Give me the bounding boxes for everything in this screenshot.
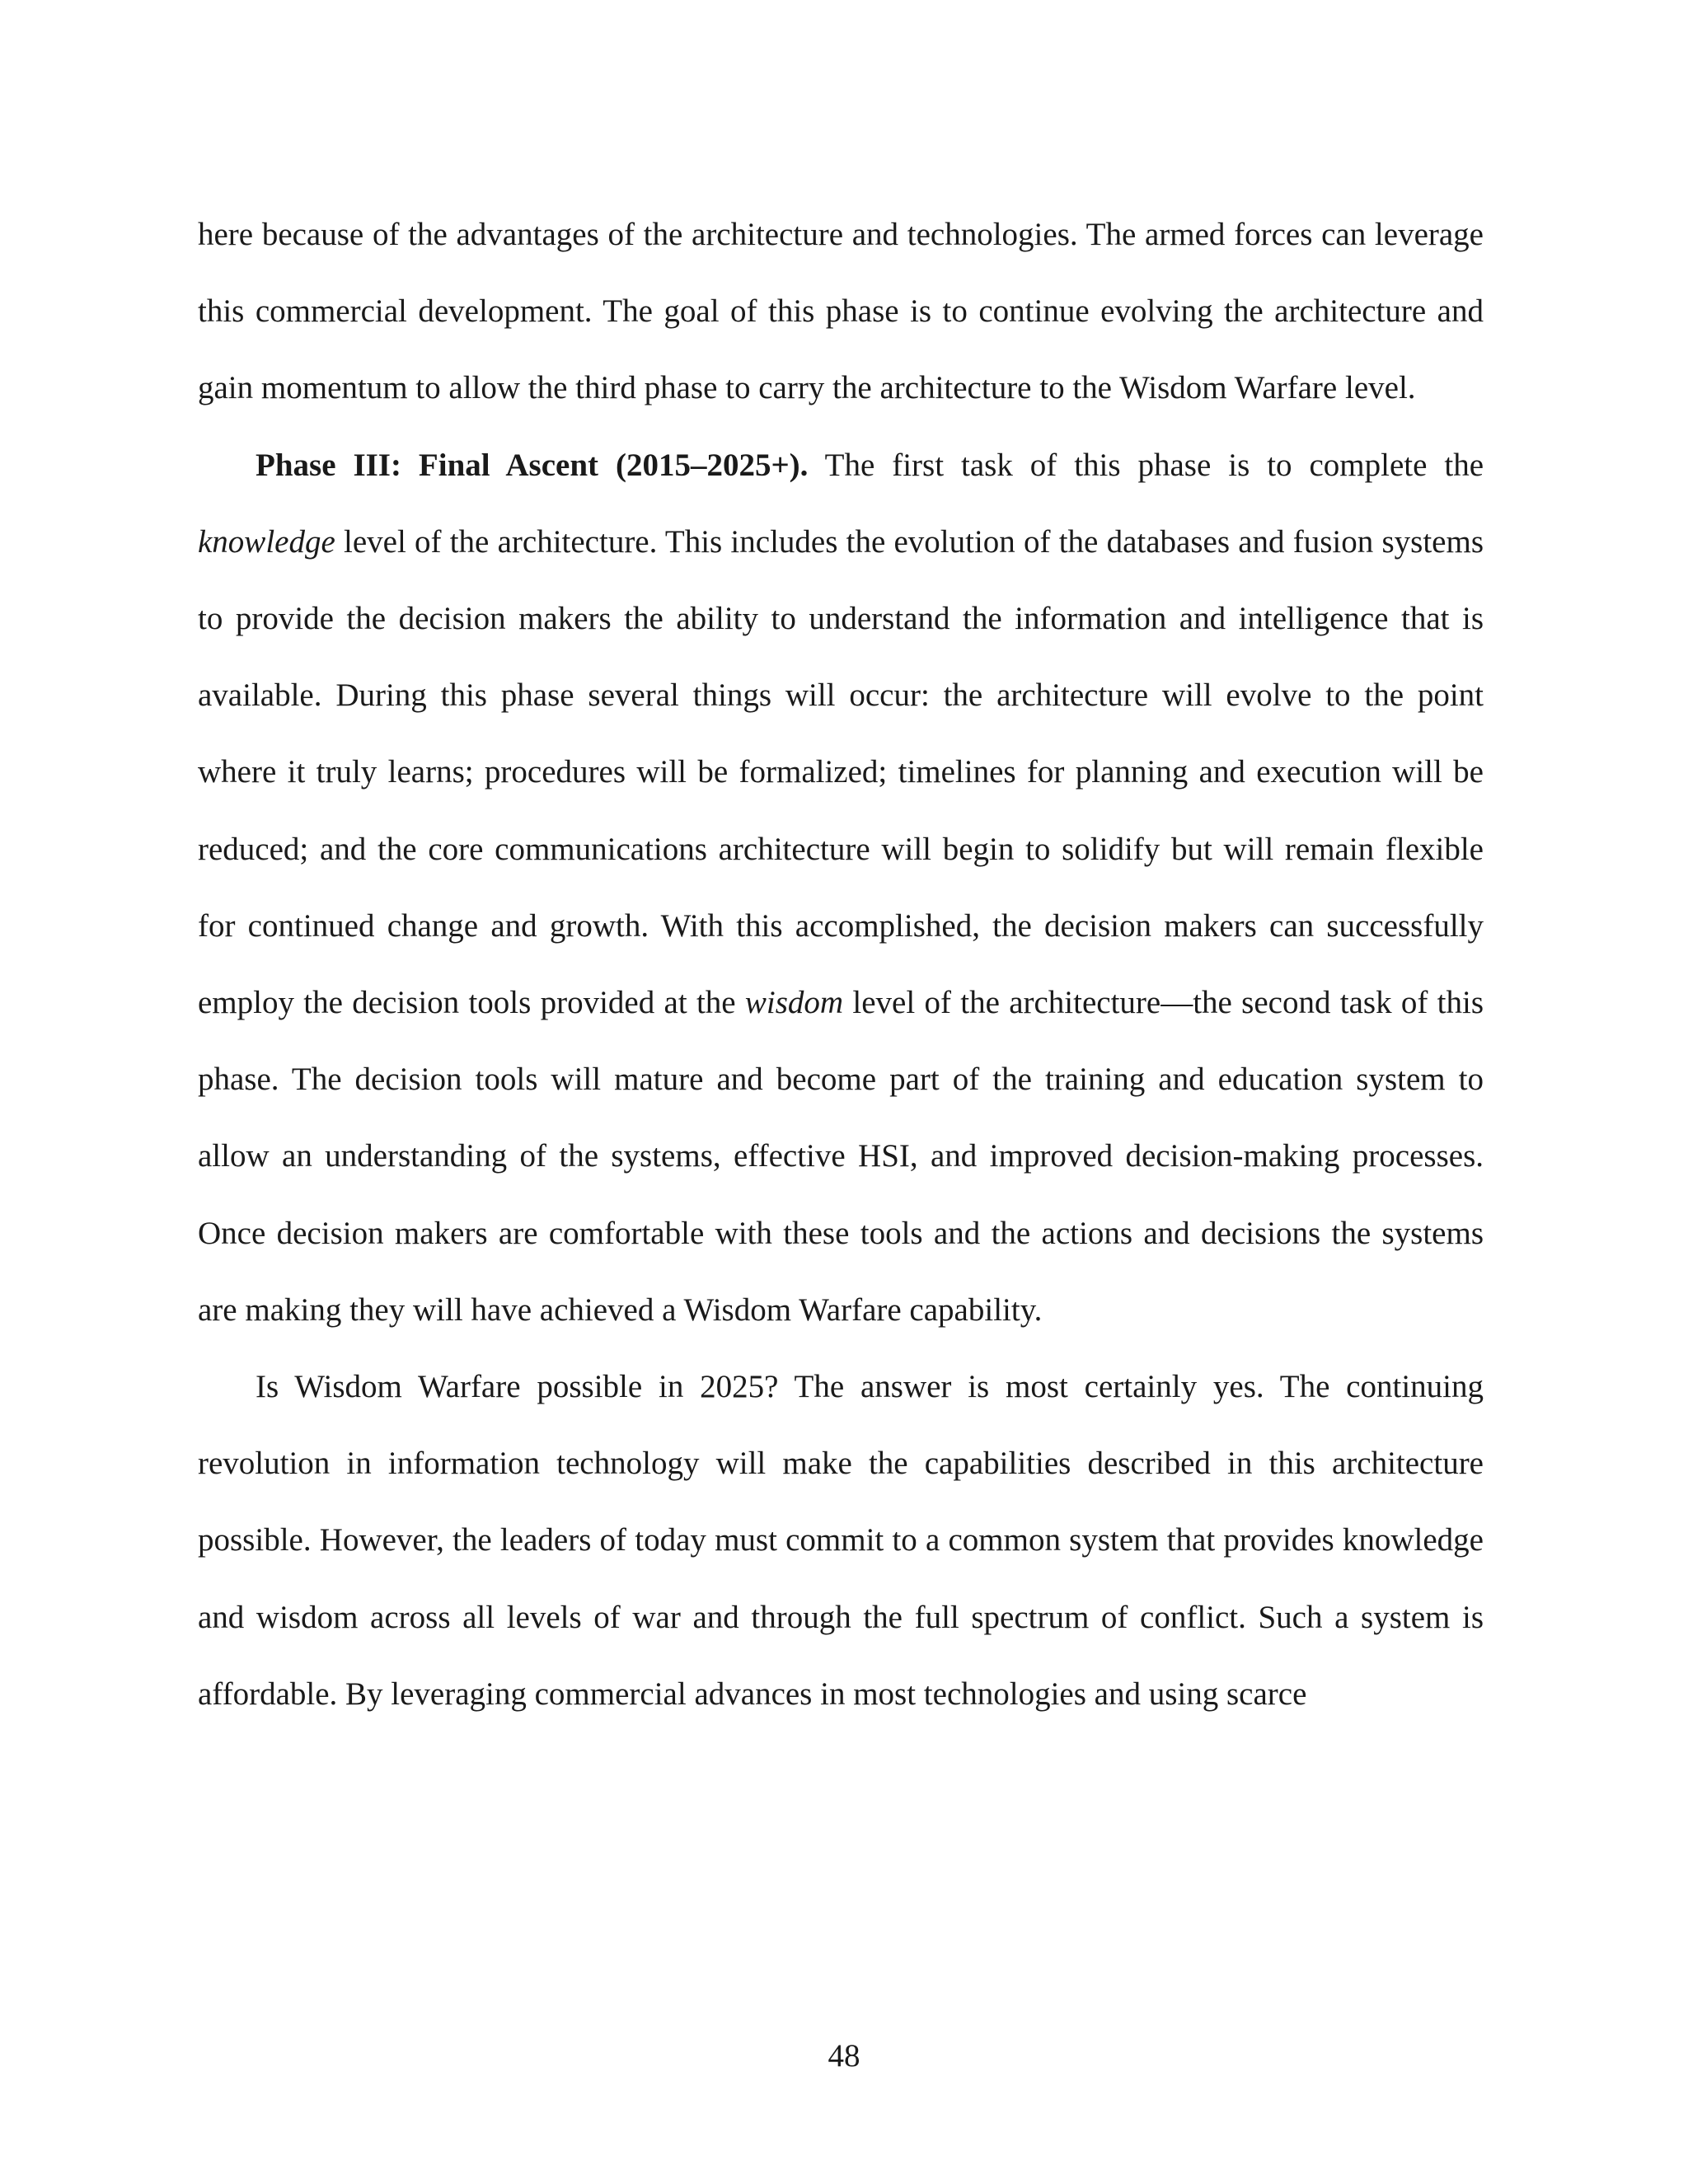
phase-three-heading: Phase III: Final Ascent (2015–2025+). — [256, 447, 809, 483]
emphasis-knowledge: knowledge — [198, 523, 335, 560]
paragraph-phase-three — [198, 427, 1484, 1348]
paragraph-text: here because of the advantages of the architecture and technologies. The armed forces can leverage this commercial development. The goal of this phase is to continue evolving the architecture and gain momentum to allow the third phase to carry the architecture to the Wisdom Warfare level. — [198, 217, 1484, 406]
paragraph-wisdom-warfare-2025 — [198, 1348, 1484, 1732]
paragraph-text: level of the architecture. This includes the evolution of the databases and fusion systems to provide the decision makers the ability to understand the information and intelligence that is available. During this phase several things will occur: the architecture will evolve to the point where it truly learns; procedures will be formalized; timelines for planning and execution will be reduced; and the core communications architecture will begin to solidify but will remain flexible for continued change and growth. With this accomplished, the decision makers can successfully employ the decision tools provided at the — [198, 523, 1484, 1021]
body-text — [198, 196, 1484, 1732]
paragraph-text: Is Wisdom Warfare possible in 2025? The answer is most certainly yes. The continuing revolution in information technology will make the capabilities described in this architecture possible. However, the leaders of today must commit to a common system that provides knowledge and wisdom across all levels of war and through the full spectrum of conflict. Such a system is affordable. By leveraging commercial advances in most technologies and using scarce — [198, 1369, 1484, 1712]
emphasis-wisdom: wisdom — [744, 985, 844, 1021]
paragraph-phase-two-continuation — [198, 196, 1484, 427]
page-number: 48 — [828, 2038, 860, 2074]
paragraph-text: level of the architecture—the second task of this phase. The decision tools will mature and become part of the training and education system to allow an understanding of the systems, effective HSI, and improved decision-making processes. Once decision makers are comfortable with these tools and the actions and decisions the systems are making they will have achieved a Wisdom Warfare capability. — [198, 985, 1484, 1328]
paragraph-text: The first task of this phase is to complete the — [808, 447, 1484, 483]
